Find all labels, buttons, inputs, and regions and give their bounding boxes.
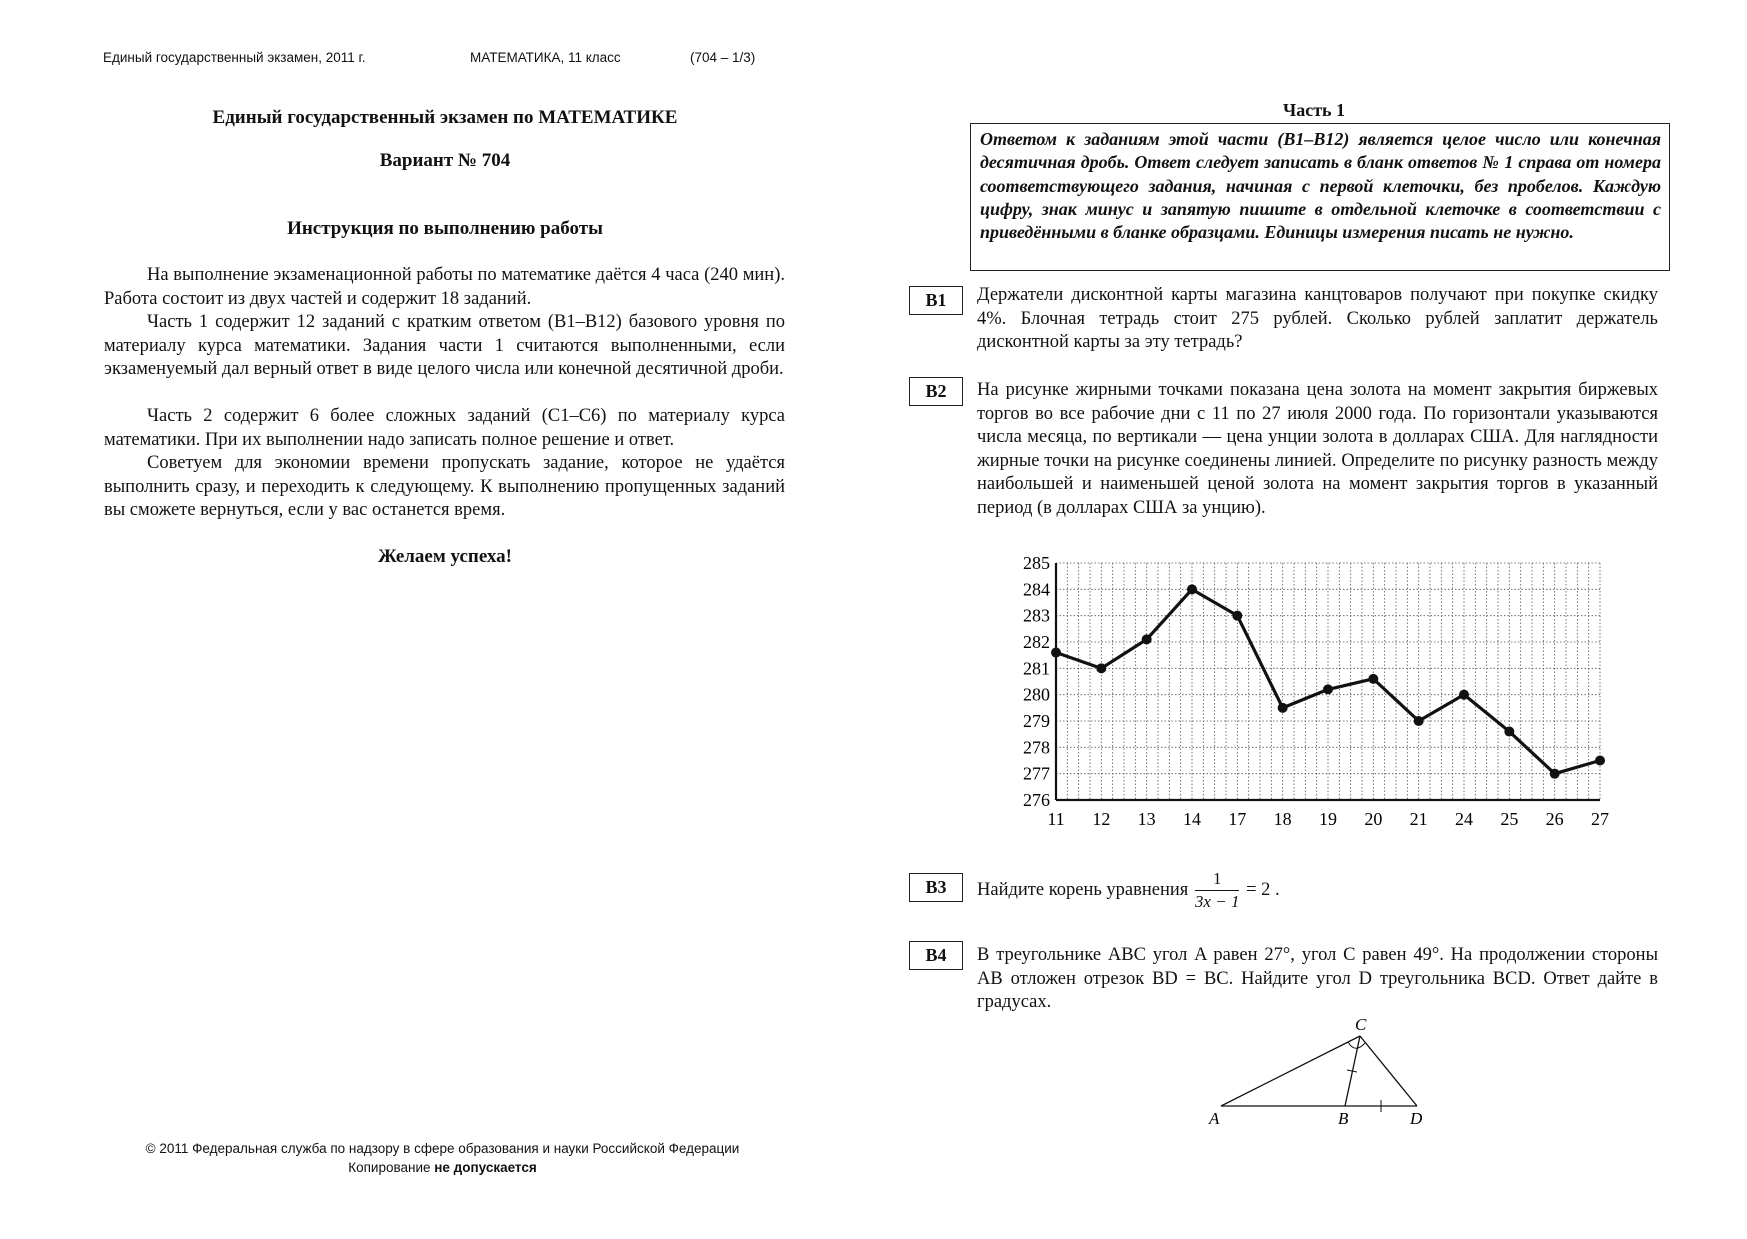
data-point bbox=[1459, 690, 1469, 700]
y-tick-label: 281 bbox=[1023, 658, 1050, 679]
variant-title: Вариант № 704 bbox=[379, 150, 511, 171]
x-tick-label: 21 bbox=[1409, 809, 1428, 829]
y-tick-label: 283 bbox=[1023, 605, 1050, 626]
copy-notice-prefix: Копирование bbox=[348, 1160, 435, 1175]
y-tick-label: 279 bbox=[1023, 711, 1050, 731]
b3-rhs: = 2 . bbox=[1246, 879, 1280, 900]
instruction-paragraph: Часть 2 содержит 6 более сложных заданий (C1–C6) по материалу курса математики. При их выполнении надо записать полное решение и ответ. bbox=[104, 406, 785, 450]
copyright-line: © 2011 Федеральная служба по надзору в сфере образования и науки Российской Федерации bbox=[145, 1141, 740, 1156]
x-tick-label: 24 bbox=[1455, 809, 1473, 829]
b3-denominator: 3x − 1 bbox=[1194, 892, 1240, 911]
task-text-b2: На рисунке жирными точками показана цена золота на момент закрытия биржевых торгов во все рабочие дни с 11 по 27 июля 2000 года. По горизонтали указываются числа месяца, по вертикали — цена унции золота в долларах США. Для наглядности жирные точки на рисунке соединены линией. Определите по рисунку разность между наибольшей и наименьшей ценой золота на момент закрытия торгов в указанный период (в долларах США за унцию). bbox=[977, 380, 1658, 518]
x-tick-label: 11 bbox=[1047, 809, 1065, 829]
x-tick-label: 13 bbox=[1137, 809, 1156, 829]
data-point bbox=[1187, 584, 1197, 594]
x-tick-label: 25 bbox=[1500, 809, 1519, 829]
data-point bbox=[1142, 634, 1152, 644]
copy-notice-bold: не допускается bbox=[434, 1160, 537, 1175]
task-label-b2: B2 bbox=[909, 377, 963, 406]
part1-instructions-box: Ответом к заданиям этой части (B1–B12) является целое число или конечная десятичная дробь. Ответ следует записать в бланк ответов № 1 справа от номера соответствующего задания, начиная с первой клеточки, без пробелов. Каждую цифру, знак минус и запятую пишите в отдельной клеточке в соответствии с приведёнными в бланке образцами. Единицы измерения писать не нужно. bbox=[970, 123, 1670, 271]
data-point bbox=[1278, 703, 1288, 713]
x-tick-label: 12 bbox=[1092, 809, 1111, 829]
vertex-b: B bbox=[1338, 1109, 1349, 1128]
segment-ac bbox=[1221, 1036, 1360, 1106]
y-tick-label: 284 bbox=[1023, 579, 1050, 600]
y-tick-label: 278 bbox=[1023, 737, 1050, 758]
vertex-a: A bbox=[1209, 1109, 1220, 1128]
y-tick-label: 285 bbox=[1023, 553, 1050, 573]
x-tick-label: 17 bbox=[1228, 809, 1247, 829]
task-label-b3: B3 bbox=[909, 873, 963, 902]
x-tick-label: 26 bbox=[1545, 809, 1564, 829]
x-tick-label: 18 bbox=[1273, 809, 1292, 829]
x-tick-label: 14 bbox=[1183, 809, 1201, 829]
data-point bbox=[1550, 769, 1560, 779]
b3-prompt: Найдите корень уравнения bbox=[977, 879, 1189, 900]
task-label-b4: B4 bbox=[909, 941, 963, 970]
instruction-paragraph: На выполнение экзаменационной работы по математике даётся 4 часа (240 мин). Работа состоит из двух частей и содержит 18 заданий. bbox=[104, 265, 785, 309]
b3-fraction bbox=[1195, 868, 1240, 913]
x-tick-label: 19 bbox=[1319, 809, 1337, 829]
part1-title: Часть 1 bbox=[1283, 100, 1346, 120]
page-title: Единый государственный экзамен по МАТЕМАТИКЕ bbox=[212, 107, 678, 128]
header-exam: Единый государственный экзамен, 2011 г. bbox=[103, 50, 366, 65]
y-tick-label: 280 bbox=[1023, 684, 1050, 705]
b3-numerator: 1 bbox=[1195, 868, 1240, 891]
instruction-paragraph: Часть 1 содержит 12 заданий с кратким ответом (B1–B12) базового уровня по материалу курса математики. Задания части 1 считаются выполненными, если экзаменуемый дал верный ответ в виде целого числа или конечной десятичной дроби. bbox=[104, 312, 785, 379]
data-point bbox=[1504, 727, 1514, 737]
instructions-title: Инструкция по выполнению работы bbox=[287, 218, 603, 239]
y-tick-label: 277 bbox=[1023, 763, 1050, 784]
wish-text: Желаем успеха! bbox=[378, 546, 512, 567]
vertex-d: D bbox=[1410, 1109, 1423, 1128]
y-tick-label: 276 bbox=[1023, 790, 1050, 810]
x-tick-label: 27 bbox=[1591, 809, 1609, 829]
x-tick-label: 20 bbox=[1364, 809, 1383, 829]
gold-price-chart bbox=[1010, 550, 1650, 840]
segment-cd bbox=[1360, 1036, 1417, 1106]
data-point bbox=[1051, 648, 1061, 658]
data-point bbox=[1096, 663, 1106, 673]
vertex-c: C bbox=[1355, 1015, 1367, 1034]
data-point bbox=[1232, 611, 1242, 621]
task-text-b3 bbox=[977, 868, 1658, 913]
header-code: (704 – 1/3) bbox=[690, 50, 756, 65]
triangle-figure bbox=[1205, 1012, 1445, 1132]
task-text-b1: Держатели дисконтной карты магазина канцтоваров получают при покупке скидку 4%. Блочная тетрадь стоит 275 рублей. Сколько рублей заплатит держатель дисконтной карты за эту тетрадь? bbox=[977, 285, 1658, 352]
data-point bbox=[1323, 684, 1333, 694]
instruction-paragraph: Советуем для экономии времени пропускать задание, которое не удаётся выполнить сразу, и переходить к следующему. К выполнению пропущенных заданий вы сможете вернуться, если у вас останется время. bbox=[104, 453, 785, 520]
task-text-b4: В треугольнике ABC угол A равен 27°, угол C равен 49°. На продолжении стороны AB отложен отрезок BD = BC. Найдите угол D треугольника BCD. Ответ дайте в градусах. bbox=[977, 945, 1658, 1012]
header-subject: МАТЕМАТИКА, 11 класс bbox=[470, 50, 621, 65]
data-point bbox=[1414, 716, 1424, 726]
task-label-b1: B1 bbox=[909, 286, 963, 315]
angle-c-arc bbox=[1348, 1042, 1365, 1048]
y-tick-label: 282 bbox=[1023, 632, 1050, 652]
copy-notice bbox=[0, 1160, 885, 1175]
data-point bbox=[1595, 756, 1605, 766]
data-point bbox=[1368, 674, 1378, 684]
